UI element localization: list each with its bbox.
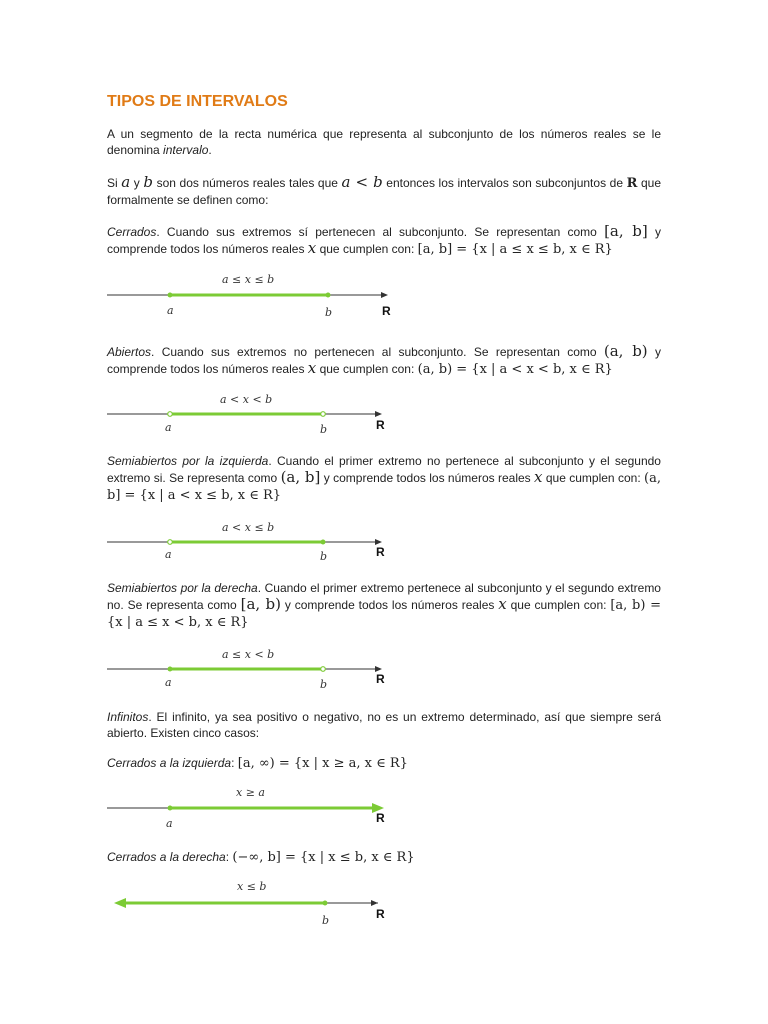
set-formula: (a, b] = {x | a < x ≤ b, x ∈ R} xyxy=(107,471,661,503)
endpoint-a-open xyxy=(168,412,173,417)
section-heading: Abiertos xyxy=(107,345,152,359)
section-text: . Cuando el primer extremo no pertenece al subconjunto y el segundo extremo si. Se representa como xyxy=(107,454,661,485)
set-formula: [a, b] = {x | a ≤ x ≤ b, x ∈ R} xyxy=(417,242,613,257)
number-line-ray-left xyxy=(0,893,400,913)
section-text: y comprende todos los números reales xyxy=(107,225,661,256)
interval-notation: [a, b) xyxy=(240,595,281,613)
case-heading: Cerrados a la derecha xyxy=(107,850,226,864)
number-line-label: a < x < b xyxy=(220,393,273,406)
case-heading: Cerrados a la izquierda xyxy=(107,756,232,770)
section-text: que cumplen con: xyxy=(542,471,645,485)
ray-arrow xyxy=(114,898,126,908)
point-b-label: b xyxy=(320,423,328,436)
intro-emphasis: intervalo xyxy=(163,143,209,157)
axis-arrow xyxy=(381,292,388,298)
var-x: x xyxy=(534,468,543,486)
reals-symbol: R xyxy=(626,176,638,191)
number-line-label: a < x ≤ b xyxy=(222,521,275,534)
var-x: x xyxy=(307,359,317,377)
point-a-label: a xyxy=(165,676,172,689)
endpoint-a-open xyxy=(168,540,173,545)
endpoint-b-open xyxy=(321,667,326,672)
endpoint-a-closed xyxy=(168,667,173,672)
number-line-half-open-right xyxy=(0,659,400,679)
number-line-open xyxy=(0,404,400,424)
point-b-label: b xyxy=(325,306,333,319)
reals-label: R xyxy=(376,672,385,686)
section-text: . El infinito, ya sea positivo o negativo, no es un extremo determinado, así que siempre será abierto. Existen cinco casos: xyxy=(107,710,661,740)
point-a-label: a xyxy=(165,548,172,561)
section-cerrados xyxy=(107,223,661,258)
condition-a-less-b: a < b xyxy=(341,173,383,191)
section-text: y comprende todos los números reales xyxy=(107,345,661,376)
point-a-label: a xyxy=(166,817,173,830)
section-text: . Cuando sus extremos no pertenecen al subconjunto. Se representan como xyxy=(151,345,604,359)
intro-text-end: . xyxy=(208,143,212,157)
interval-notation: (a, b] xyxy=(280,468,321,486)
section-text: y comprende todos los números reales xyxy=(280,598,499,612)
case-cerrados-derecha xyxy=(107,849,661,866)
reals-label: R xyxy=(382,304,391,318)
def-text: son dos números reales tales que xyxy=(153,176,342,190)
section-text: que cumplen con: xyxy=(506,598,611,612)
section-heading: Semiabiertos por la izquierda xyxy=(107,454,269,468)
def-text: que formalmente se definen como: xyxy=(107,176,662,207)
reals-label: R xyxy=(376,811,385,825)
number-line-half-open-left xyxy=(0,532,400,552)
section-semiabiertos-derecha xyxy=(107,580,661,631)
section-heading: Cerrados xyxy=(107,225,157,239)
section-heading: Semiabiertos por la derecha xyxy=(107,581,258,595)
point-b-label: b xyxy=(320,678,328,691)
point-b-label: b xyxy=(320,550,328,563)
point-a-label: a xyxy=(165,421,172,434)
section-text: que cumplen con: xyxy=(316,242,418,256)
number-line-label: x ≤ b xyxy=(237,880,267,893)
axis-arrow xyxy=(375,411,382,417)
section-semiabiertos-izquierda xyxy=(107,453,661,504)
interval-notation: [a, b] xyxy=(604,222,648,240)
set-formula: (a, b) = {x | a < x < b, x ∈ R} xyxy=(417,362,613,377)
var-b: b xyxy=(143,173,153,191)
endpoint-a-closed xyxy=(168,293,173,298)
section-text: . Cuando sus extremos sí pertenecen al subconjunto. Se representan como xyxy=(156,225,605,239)
var-a: a xyxy=(121,173,131,191)
var-x: x xyxy=(498,595,507,613)
reals-label: R xyxy=(376,545,385,559)
set-formula: [a, b) = {x | a ≤ x < b, x ∈ R} xyxy=(107,598,661,630)
interval-notation: (a, b) xyxy=(603,342,648,360)
intro-paragraph xyxy=(107,126,661,158)
number-line-label: a ≤ x ≤ b xyxy=(222,273,275,286)
case-colon: : xyxy=(231,756,238,770)
case-cerrados-izquierda xyxy=(107,755,661,772)
number-line-label: x ≥ a xyxy=(236,786,265,799)
reals-label: R xyxy=(376,418,385,432)
number-line-closed xyxy=(0,285,400,305)
set-formula: (−∞, b] = {x | x ≤ b, x ∈ R} xyxy=(232,850,415,865)
intro-text: A un segmento de la recta numérica que representa al subconjunto de los números reales se le denomina xyxy=(107,127,661,157)
point-b-label: b xyxy=(322,914,330,927)
definition-paragraph xyxy=(107,174,661,208)
var-x: x xyxy=(307,239,317,257)
section-text: y comprende todos los números reales xyxy=(320,471,535,485)
endpoint-b-closed xyxy=(321,540,326,545)
section-heading: Infinitos xyxy=(107,710,149,724)
reals-label: R xyxy=(376,907,385,921)
section-text: . Cuando el primer extremo pertenece al subconjunto y el segundo extremo no. Se representa como xyxy=(107,581,661,612)
endpoint-b-closed xyxy=(323,901,328,906)
case-colon: : xyxy=(225,850,233,864)
number-line-ray-right xyxy=(0,798,400,818)
endpoint-b-open xyxy=(321,412,326,417)
set-formula: [a, ∞) = {x | x ≥ a, x ∈ R} xyxy=(237,756,408,771)
def-text: entonces los intervalos son subconjuntos de xyxy=(382,176,627,190)
section-text: que cumplen con: xyxy=(316,362,418,376)
endpoint-a-closed xyxy=(168,806,173,811)
endpoint-b-closed xyxy=(326,293,331,298)
number-line-label: a ≤ x < b xyxy=(222,648,275,661)
def-text: Si xyxy=(107,176,122,190)
section-abiertos xyxy=(107,343,661,378)
def-text: y xyxy=(130,176,144,190)
page-title: TIPOS DE INTERVALOS xyxy=(107,93,288,110)
section-infinitos xyxy=(107,709,661,741)
axis-arrow xyxy=(371,900,378,906)
point-a-label: a xyxy=(167,304,174,317)
